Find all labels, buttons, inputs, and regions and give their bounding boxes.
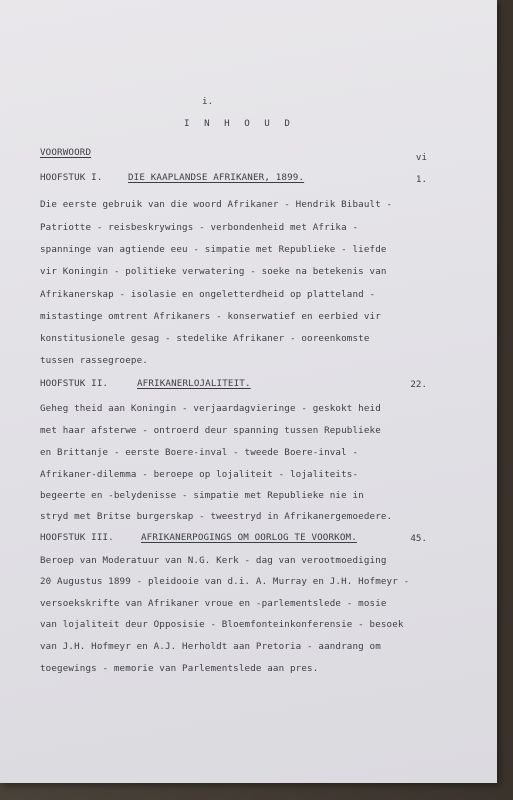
chapter-1-line: Patriotte - reisbeskrywings - verbondenheid met Afrika - bbox=[40, 222, 359, 233]
chapter-2-page: 22. bbox=[410, 379, 427, 390]
chapter-1-page: 1. bbox=[415, 174, 427, 185]
chapter-3-line: Beroep van Moderatuur van N.G. Kerk - dag van verootmoediging bbox=[40, 555, 387, 566]
chapter-2-title: AFRIKANERLOJALITEIT. bbox=[137, 378, 251, 389]
chapter-2-line: Afrikaner-dilemma - beroepe op lojaliteit - lojaliteits- bbox=[40, 469, 359, 480]
chapter-3-page: 45. bbox=[410, 533, 427, 544]
chapter-2-line: met haar afsterwe - ontroerd deur spanning tussen Republieke bbox=[40, 425, 381, 436]
chapter-2-label: HOOFSTUK II. bbox=[40, 378, 109, 389]
chapter-1-line: tussen rassegroepe. bbox=[40, 355, 148, 366]
chapter-1-line: vir Koningin - politieke verwatering - soeke na betekenis van bbox=[40, 266, 387, 277]
chapter-1-line: spanninge van agtiende eeu - simpatie met Republieke - liefde bbox=[40, 244, 387, 255]
chapter-3-line: van J.H. Hofmeyr en A.J. Herholdt aan Pretoria - aandrang om bbox=[40, 641, 381, 652]
chapter-3-line: versoekskrifte van Afrikaner vroue en -parlementslede - mosie bbox=[40, 598, 387, 609]
chapter-1-line: Die eerste gebruik van die woord Afrikaner - Hendrik Bibault - bbox=[40, 199, 393, 210]
voorwoord-label: VOORWOORD bbox=[40, 147, 92, 158]
chapter-1-line: konstitusionele gesag - stedelike Afrikaner - ooreenkomste bbox=[40, 333, 370, 344]
chapter-2-line: begeerte en -belydenisse - simpatie met Republieke nie in bbox=[40, 490, 364, 501]
chapter-2-line: stryd met Britse burgerskap - tweestryd in Afrikanergemoedere. bbox=[40, 511, 393, 522]
page-title: I N H O U D bbox=[184, 118, 295, 129]
chapter-3-line: van lojaliteit deur Opposisie - Bloemfonteinkonferensie - besoek bbox=[40, 619, 404, 630]
chapter-3-label: HOOFSTUK III. bbox=[40, 532, 114, 543]
chapter-1-title: DIE KAAPLANDSE AFRIKANER, 1899. bbox=[128, 172, 305, 183]
chapter-1-label: HOOFSTUK I. bbox=[40, 172, 103, 183]
chapter-2-line: Geheg theid aan Koningin - verjaardagvieringe - geskokt heid bbox=[40, 403, 381, 414]
voorwoord-page: vi bbox=[415, 152, 427, 163]
chapter-1-line: mistastinge omtrent Afrikaners - konserwatief en eerbied vir bbox=[40, 311, 381, 322]
chapter-3-title: AFRIKANERPOGINGS OM OORLOG TE VOORKOM. bbox=[141, 532, 357, 543]
chapter-3-line: 20 Augustus 1899 - pleidooie van d.i. A. Murray en J.H. Hofmeyr - bbox=[40, 576, 410, 587]
page-number: i. bbox=[202, 96, 214, 107]
chapter-1-line: Afrikanerskap - isolasie en ongeletterdheid op platteland - bbox=[40, 289, 376, 300]
chapter-3-line: toegewings - memorie van Parlementslede aan pres. bbox=[40, 663, 319, 674]
chapter-2-line: en Brittanje - eerste Boere-inval - tweede Boere-inval - bbox=[40, 447, 359, 458]
